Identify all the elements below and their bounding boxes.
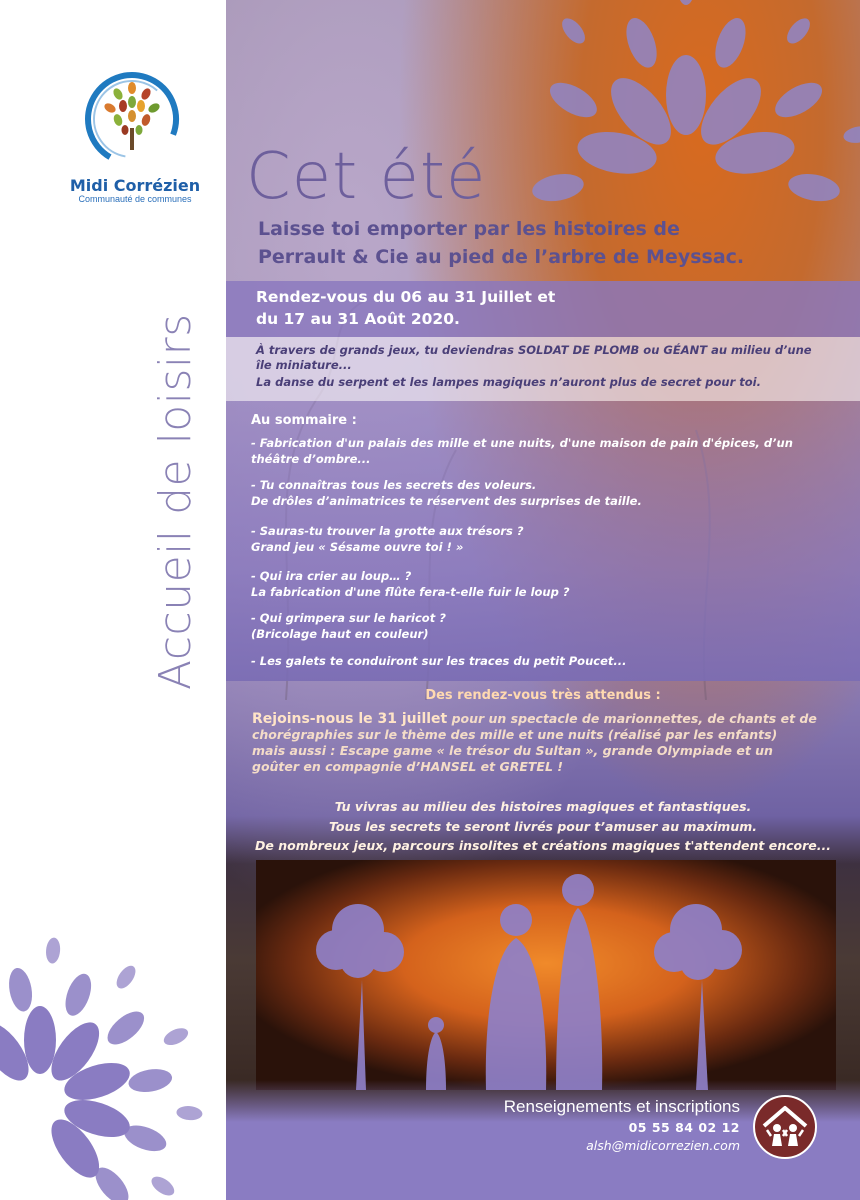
poster-main	[226, 0, 860, 1200]
closing-line-b: Tous les secrets te seront livrés pour t’amuser au maximum.	[329, 819, 757, 834]
intro-line2: île miniature...	[256, 358, 352, 372]
shadow-theatre-illustration	[226, 860, 860, 1090]
list-item-line: - Les galets te conduiront sur les traces du petit Poucet...	[251, 654, 627, 668]
list-item	[251, 610, 446, 642]
logo-subtitle: Communauté de communes	[78, 194, 192, 204]
list-item-line: - Qui grimpera sur le haricot ?	[251, 611, 446, 625]
intro-line1: À travers de grands jeux, tu deviendras SOLDAT DE PLOMB ou GÉANT au milieu d’une	[256, 343, 812, 357]
list-item-line: Grand jeu « Sésame ouvre toi ! »	[251, 540, 464, 554]
petal-flower-icon	[0, 910, 226, 1200]
list-item	[251, 568, 570, 600]
list-item-line: - Tu connaîtras tous les secrets des voleurs.	[251, 478, 537, 492]
footer	[226, 1080, 860, 1200]
vertical-title: Accueil de loisirs	[150, 313, 201, 690]
closing-line-a: Tu vivras au milieu des histoires magiques et fantastiques.	[334, 799, 752, 814]
logo-name: Midi Corrézien	[69, 176, 201, 195]
summary-title: Au sommaire :	[251, 413, 357, 428]
events-text2: mais aussi : Escape game « le trésor du Sultan », grande Olympiade et un goûter en compagnie d’HANSEL et GRETEL !	[252, 743, 773, 774]
list-item	[251, 435, 793, 467]
contact-phone[interactable]: 05 55 84 02 12	[628, 1120, 740, 1135]
events-text1: pour un spectacle de marionnettes, de chants et de chorégraphies sur le thème des mille et une nuits (réalisé par les enfants)	[252, 711, 817, 742]
summary-block	[226, 401, 860, 681]
intro-band	[226, 337, 860, 401]
dates-line1: Rendez-vous du 06 au 31 Juillet et	[256, 288, 556, 306]
contact-email[interactable]: alsh@midicorrezien.com	[586, 1138, 740, 1153]
dates-band	[226, 281, 860, 337]
list-item-line: - Fabrication d'un palais des mille et une nuits, d'une maison de pain d'épices, d’un	[251, 436, 793, 450]
subheadline-line2: Perrault & Cie au pied de l’arbre de Meyssac.	[258, 246, 745, 268]
family-house-icon	[752, 1094, 818, 1160]
headline: Cet été	[246, 140, 487, 214]
list-item	[251, 523, 524, 555]
events-title: Des rendez-vous très attendus :	[425, 688, 661, 703]
list-item-line: théâtre d’ombre...	[251, 452, 371, 466]
intro-line3: La danse du serpent et les lampes magiques n’auront plus de secret pour toi.	[256, 375, 761, 389]
list-item	[251, 477, 642, 509]
contact-title: Renseignements et inscriptions	[503, 1097, 740, 1116]
subheadline-line1: Laisse toi emporter par les histoires de	[258, 218, 680, 240]
list-item-line: (Bricolage haut en couleur)	[251, 627, 429, 641]
list-item-line: De drôles d’animatrices te réservent des surprises de taille.	[251, 494, 642, 508]
list-item-line: - Sauras-tu trouver la grotte aux trésors ?	[251, 524, 524, 538]
list-item-line: - Qui ira crier au loup… ?	[251, 569, 412, 583]
sidebar	[0, 0, 226, 1200]
events-description	[252, 711, 822, 775]
dates-line2: du 17 au 31 Août 2020.	[256, 310, 460, 328]
list-item	[251, 653, 626, 669]
events-lead: Rejoins-nous le 31 juillet	[252, 711, 448, 727]
closing-line-c: De nombreux jeux, parcours insolites et créations magiques t'attendent encore...	[255, 838, 831, 853]
list-item-line: La fabrication d'une flûte fera-t-elle fuir le loup ?	[251, 585, 570, 599]
